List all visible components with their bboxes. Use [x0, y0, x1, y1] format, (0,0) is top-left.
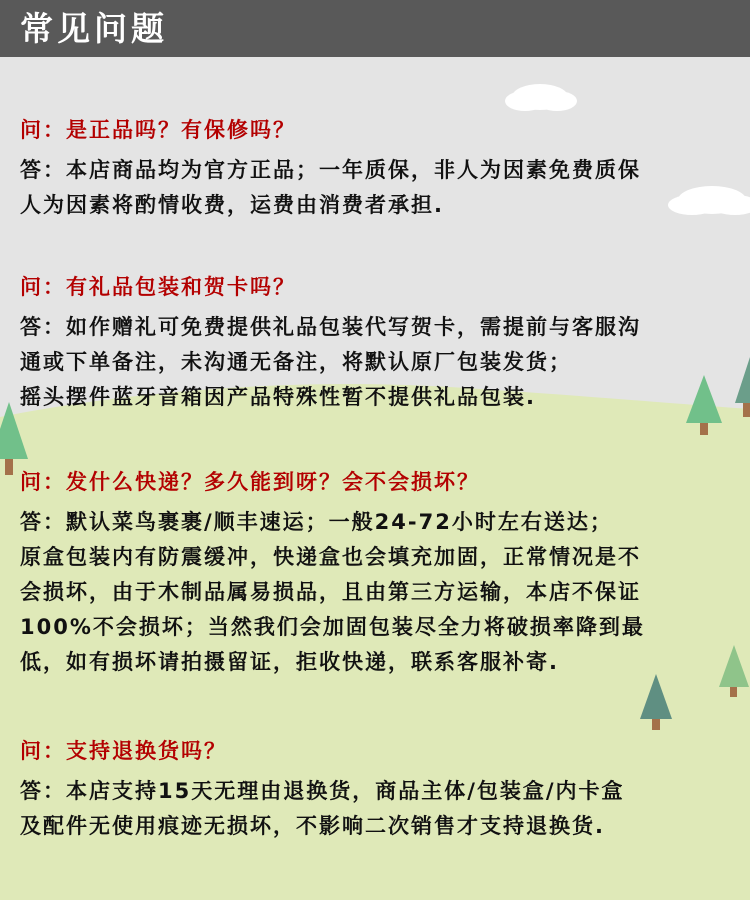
- header-bar: [0, 0, 750, 57]
- answer-line: 答：如作赠礼可免费提供礼品包装代写贺卡，需提前与客服沟: [20, 315, 641, 339]
- faq-item: [20, 117, 740, 223]
- faq-question: 问：有礼品包装和贺卡吗？: [20, 275, 296, 299]
- page-title: 常见问题: [20, 9, 168, 48]
- cloud-icon: [505, 84, 577, 111]
- answer-line: 答：本店支持15天无理由退换货，商品主体/包装盒/内卡盒: [20, 779, 625, 803]
- answer-line: 通或下单备注，未沟通无备注，将默认原厂包装发货；: [20, 350, 572, 374]
- answer-line: 人为因素将酌情收费，运费由消费者承担.: [20, 193, 444, 217]
- faq-question: 问：支持退换货吗？: [20, 739, 227, 763]
- faq-answer: [20, 774, 740, 844]
- answer-line: 原盒包装内有防震缓冲，快递盒也会填充加固，正常情况是不: [20, 545, 641, 569]
- answer-line: 答：默认菜鸟裹裹/顺丰速运；一般24-72小时左右送达；: [20, 510, 613, 534]
- faq-answer: [20, 153, 740, 223]
- faq-question: 问：发什么快递？多久能到呀？会不会损坏？: [20, 470, 480, 494]
- faq-item: [20, 738, 740, 844]
- answer-line: 100%不会损坏；当然我们会加固包装尽全力将破损率降到最: [20, 615, 645, 639]
- answer-line: 低，如有损坏请拍摄留证，拒收快递，联系客服补寄.: [20, 650, 559, 674]
- faq-item: [20, 274, 740, 415]
- faq-answer: [20, 505, 740, 680]
- answer-line: 会损坏，由于木制品属易损品，且由第三方运输，本店不保证: [20, 580, 641, 604]
- faq-answer: [20, 310, 740, 415]
- answer-line: 答：本店商品均为官方正品；一年质保，非人为因素免费质保: [20, 158, 641, 182]
- faq-question: 问：是正品吗？有保修吗？: [20, 118, 296, 142]
- answer-line: 及配件无使用痕迹无损坏，不影响二次销售才支持退换货.: [20, 814, 605, 838]
- faq-item: [20, 469, 740, 680]
- answer-line: 摇头摆件蓝牙音箱因产品特殊性暂不提供礼品包装.: [20, 385, 536, 409]
